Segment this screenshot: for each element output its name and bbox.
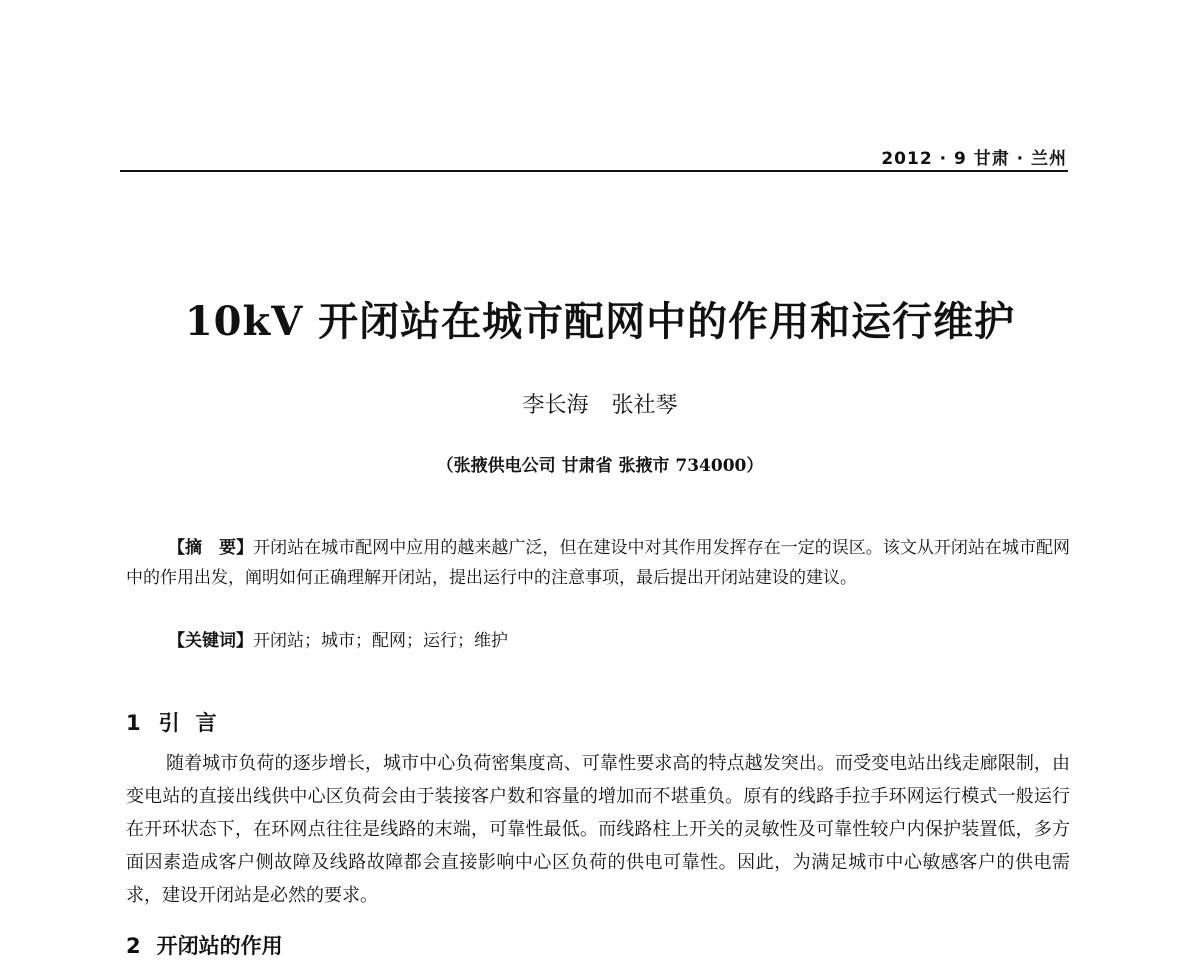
abstract-text: 开闭站在城市配网中应用的越来越广泛，但在建设中对其作用发挥存在一定的误区。该文从开闭站在城市配网中的作用出发，阐明如何正确理解开闭站，提出运行中的注意事项，最后提出开闭站建设的建议。: [126, 538, 1071, 588]
keywords-text: 开闭站；城市；配网；运行；维护: [253, 631, 508, 651]
author-affiliation: （张掖供电公司 甘肃省 张掖市 734000）: [436, 456, 764, 476]
section-heading-introduction: [126, 707, 233, 737]
keywords-label: 【关键词】: [168, 631, 253, 651]
paper-authors: 李长海 张社琴: [522, 393, 678, 418]
abstract: [126, 533, 1070, 593]
paper-title: 10kV 开闭站在城市配网中的作用和运行维护: [184, 298, 1016, 345]
section-title: 开闭站的作用: [156, 934, 283, 958]
abstract-paragraph: [126, 533, 1070, 593]
section-number: 1: [126, 711, 141, 735]
section-heading-role: [126, 930, 283, 960]
header-rule: [120, 170, 1068, 172]
body-paragraph: 随着城市负荷的逐步增长，城市中心负荷密集度高、可靠性要求高的特点越发突出。而受变电站出线走廊限制，由变电站的直接出线供中心区负荷会由于装接客户数和容量的增加而不堪重负。原有的线路手拉手环网运行模式一般运行在开环状态下，在环网点往往是线路的末端，可靠性最低。而线路柱上开关的灵敏性及可靠性较户内保护装置低，多方面因素造成客户侧故障及线路故障都会直接影响中心区负荷的供电可靠性。因此，为满足城市中心敏感客户的供电需求，建设开闭站是必然的要求。: [126, 753, 1070, 906]
journal-issue-info: 2012 · 9 甘肃 · 兰州: [881, 149, 1067, 169]
section-title: 引言: [158, 711, 233, 735]
section-body-introduction: [126, 747, 1070, 912]
keywords: [168, 626, 508, 656]
abstract-label: 【摘 要】: [168, 538, 254, 558]
section-number: 2: [126, 934, 141, 958]
